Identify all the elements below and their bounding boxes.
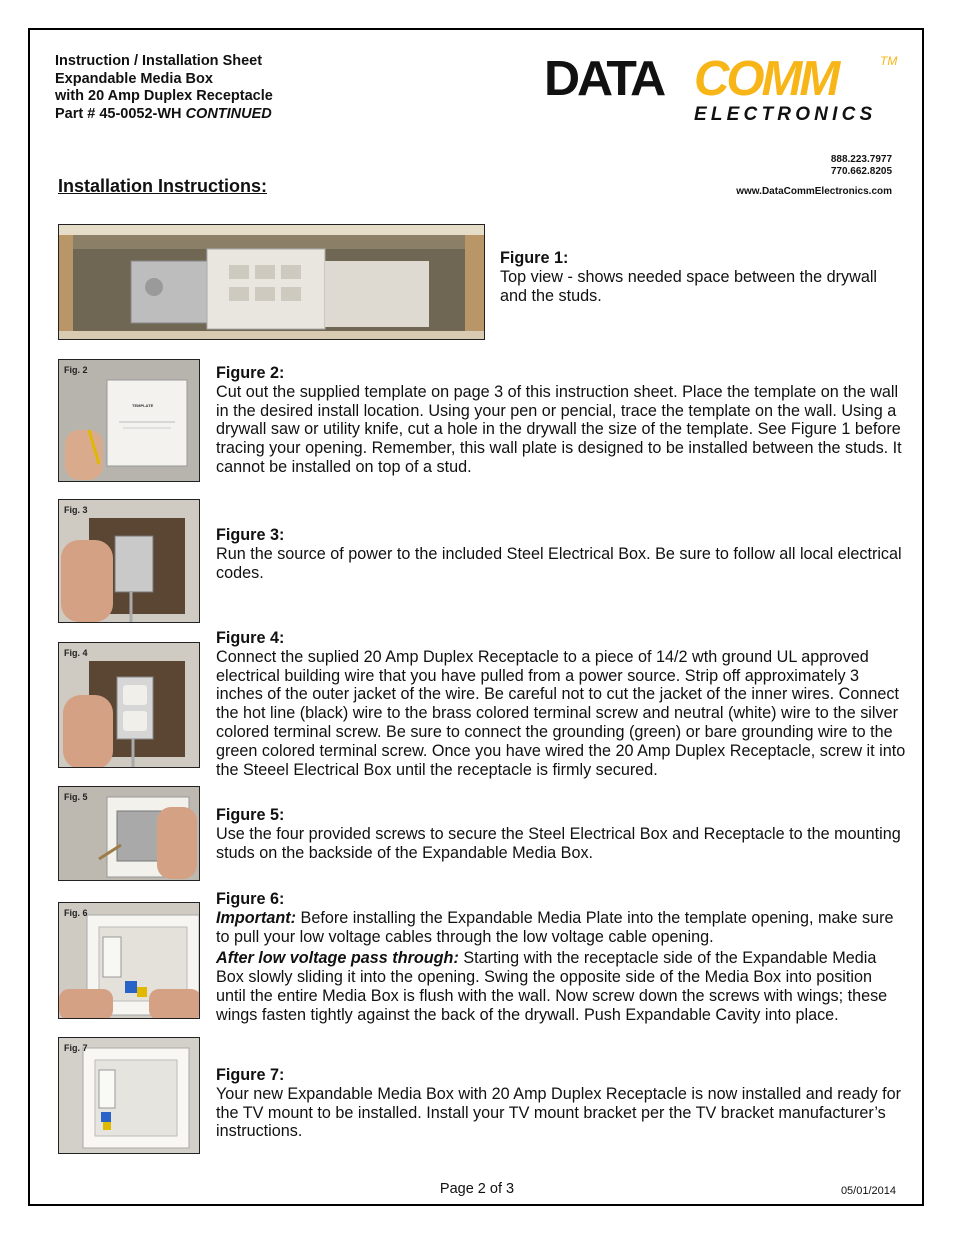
logo-data: DATA bbox=[544, 52, 664, 106]
figure-text: Before installing the Expandable Media Plate into the template opening, make sure to pull your low voltage cables through the low voltage cable opening. bbox=[216, 908, 894, 946]
figure-5-caption bbox=[216, 806, 906, 862]
page-number: Page 2 of 3 bbox=[439, 1181, 515, 1197]
figure-7-caption bbox=[216, 1066, 906, 1141]
figure-paragraph bbox=[216, 949, 906, 1024]
figure-4-photo bbox=[58, 642, 200, 768]
electrical-box-illustration bbox=[59, 500, 200, 623]
figure-1-caption bbox=[500, 249, 890, 305]
figure-title: Figure 1: bbox=[500, 249, 569, 267]
template-card-title: TEMPLATE bbox=[132, 403, 154, 408]
logo-comm: COMM bbox=[694, 52, 838, 106]
header-line: Expandable Media Box bbox=[55, 70, 213, 87]
figure-1-photo bbox=[58, 224, 485, 340]
figure-title: Figure 3: bbox=[216, 526, 285, 544]
figure-title: Figure 5: bbox=[216, 806, 285, 824]
figure-4-caption bbox=[216, 629, 906, 779]
figure-5-photo bbox=[58, 786, 200, 881]
website-link[interactable]: www.DataCommElectronics.com bbox=[736, 186, 892, 197]
figure-text: Cut out the supplied template on page 3 of this instruction sheet. Place the template on the wall in the desired install location. Using your pen or pencial, trace the template on the wall. Using a drywall saw or utility knife, cut a hole in the drywall the size of the template. See Figure 1 before tracing your opening. Remember, this wall plate is designed to be installed between the studs. It cannot be installed on top of a stud. bbox=[216, 382, 902, 476]
logo-electronics: ELECTRONICS bbox=[694, 104, 877, 125]
figure-text: Run the source of power to the included Steel Electrical Box. Be sure to follow all local electrical codes. bbox=[216, 544, 902, 582]
figure-text: Starting with the receptacle side of the Expandable Media Box slowly sliding it into the opening. Swing the opposite side of the Media Box into position until the entire Media Box is flush with the wall. Now screw down the screws with wings; these wings fasten tightly against the back of the drywall. Push Expandable Cavity into place. bbox=[216, 949, 888, 1024]
contact-info bbox=[736, 154, 892, 198]
revision-date: 05/01/2014 bbox=[840, 1185, 896, 1197]
figure-title: Figure 6: bbox=[216, 890, 285, 908]
figure-text: Top view - shows needed space between the drywall and the studs. bbox=[500, 267, 878, 305]
figure-label: Fig. 3 bbox=[64, 505, 88, 515]
after-pass-through-lead: After low voltage pass through: bbox=[216, 949, 459, 968]
figure-label: Fig. 5 bbox=[64, 792, 88, 802]
figure-label: Fig. 7 bbox=[64, 1043, 88, 1053]
figure-2-photo bbox=[58, 359, 200, 482]
phone-2: 770.662.8205 bbox=[830, 165, 892, 177]
figure-text: Your new Expandable Media Box with 20 Amp Duplex Receptacle is now installed and ready for the TV mount to be installed. Install your TV mount bracket per the TV bracket manufacturer’s instructions. bbox=[216, 1084, 902, 1141]
figure-text: Use the four provided screws to secure the Steel Electrical Box and Receptacle to the mounting studs on the backside of the Expandable Media Box. bbox=[216, 824, 901, 862]
template-tracing-illustration bbox=[59, 360, 200, 482]
figure-3-photo bbox=[58, 499, 200, 623]
part-number: Part # 45-0052-WH CONTINUED bbox=[55, 105, 272, 122]
figure-2-caption bbox=[216, 364, 906, 477]
figure-label: Fig. 6 bbox=[64, 908, 88, 918]
header-line: Instruction / Installation Sheet bbox=[55, 53, 263, 69]
figure-label: Fig. 2 bbox=[64, 365, 88, 375]
figure-paragraph bbox=[216, 909, 906, 947]
figure-6-photo bbox=[58, 902, 200, 1019]
figure-title: Figure 2: bbox=[216, 364, 285, 382]
section-title: Installation Instructions: bbox=[58, 176, 268, 196]
figure-title: Figure 7: bbox=[216, 1066, 285, 1084]
phone-1: 888.223.7977 bbox=[830, 154, 892, 165]
figure-3-caption bbox=[216, 526, 906, 582]
figure-7-photo bbox=[58, 1037, 200, 1154]
top-view-illustration bbox=[59, 225, 485, 340]
logo-tm: TM bbox=[880, 54, 898, 68]
finished-install-illustration bbox=[59, 1038, 200, 1154]
media-box-install-illustration bbox=[59, 903, 200, 1019]
header-line: with 20 Amp Duplex Receptacle bbox=[55, 88, 273, 104]
document-header bbox=[55, 53, 273, 123]
receptacle-wiring-illustration bbox=[59, 643, 200, 768]
figure-text: Connect the suplied 20 Amp Duplex Receptacle to a piece of 14/2 wth ground UL approved electrical building wire that you have pulled from a power source. Strip off approximately 3 inches of the outer jacket of the wire. Be careful not to cut the jacket of the inner wires. Connect the hot line (black) wire to the brass colored terminal screw and neutral (white) wire to the silver colored terminal screw. Be sure to connect the grounding (green) or bare grounding wire to the green colored terminal screw. Once you have wired the 20 Amp Duplex Receptacle, screw it into the Steeel Electrical Box until the receptacle is firmly secured. bbox=[216, 647, 906, 779]
important-lead: Important: bbox=[216, 908, 297, 927]
figure-title: Figure 4: bbox=[216, 629, 285, 647]
figure-6-caption bbox=[216, 890, 906, 1025]
datacomm-logo bbox=[544, 54, 904, 124]
figure-label: Fig. 4 bbox=[64, 648, 88, 658]
